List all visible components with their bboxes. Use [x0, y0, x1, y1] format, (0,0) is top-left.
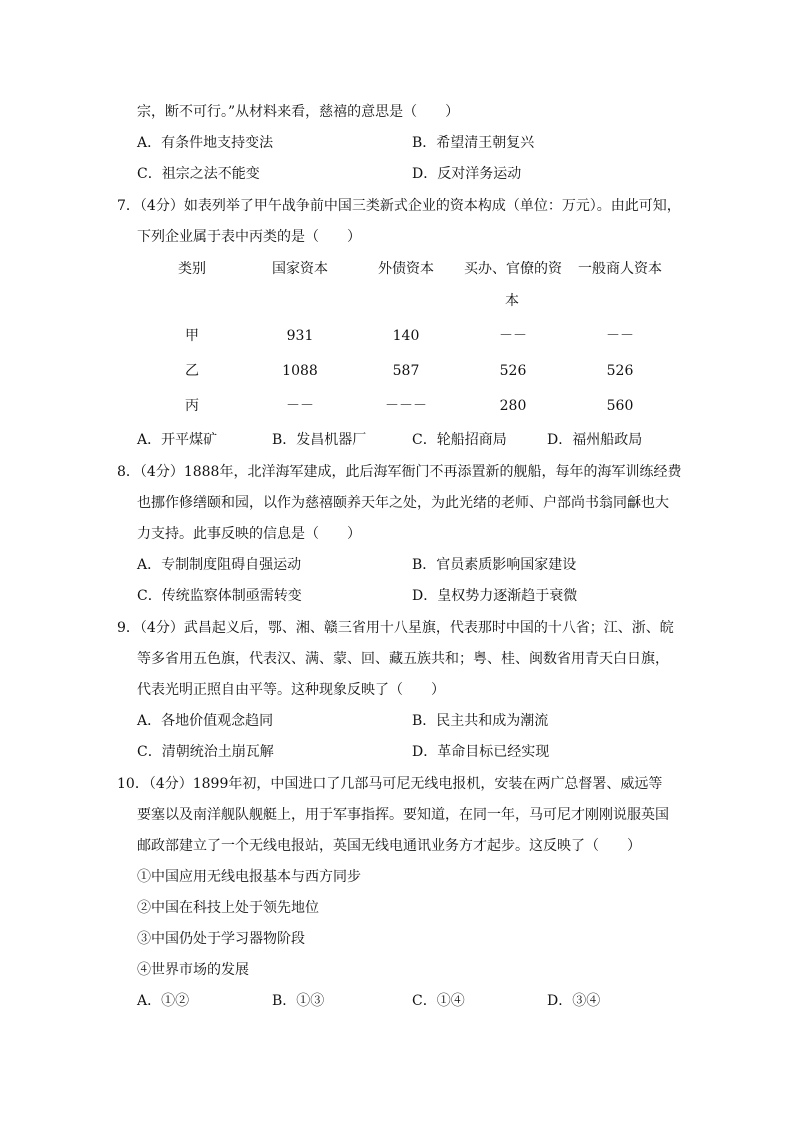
q10-stem-line3: 邮政部建立了一个无线电报站，英国无线电通讯业务方才起步。这反映了（ ）: [137, 838, 641, 854]
q10-stem-line1: 10．（4分）1899年初，中国进口了几部马可尼无线电报机，安装在两广总督署、威远等: [117, 776, 663, 792]
q8-option-d: D．皇权势力逐渐趋于衰微: [412, 588, 578, 604]
table-cell: 931: [286, 328, 314, 344]
table-cell: －－－: [385, 398, 427, 414]
q9-option-b: B．民主共和成为潮流: [412, 713, 549, 729]
table-cell: 1088: [282, 363, 318, 379]
q9-stem-line3: 代表光明正照自由平等。这种现象反映了（ ）: [137, 682, 445, 698]
q8-option-c: C．传统监察体制亟需转变: [137, 588, 302, 604]
table-header-comprador-capital: 买办、官僚的资: [464, 261, 562, 277]
table-cell: －－: [606, 328, 634, 344]
q7-stem-line1: 7．（4分）如表列举了甲午战争前中国三类新式企业的资本构成（单位：万元）。由此可知，: [117, 198, 681, 214]
q7-stem-line2: 下列企业属于表中丙类的是（ ）: [137, 229, 361, 245]
table-cell: －－: [286, 398, 314, 414]
table-header-wrap: 本: [505, 293, 519, 309]
q8-stem-line1: 8．（4分）1888年，北洋海军建成，此后海军衙门不再添置新的舰船，每年的海军训练经费: [117, 464, 682, 480]
q10-option-a: A．①②: [137, 993, 190, 1009]
table-cell: 丙: [185, 398, 199, 414]
q6-option-d: D．反对洋务运动: [412, 166, 522, 182]
q7-option-b: B．发昌机器厂: [272, 432, 367, 448]
q7-option-a: A．开平煤矿: [137, 432, 218, 448]
table-cell: 140: [392, 328, 420, 344]
q8-option-b: B．官员素质影响国家建设: [412, 557, 577, 573]
table-header-category: 类别: [178, 261, 206, 277]
table-header-merchant-capital: 一般商人资本: [578, 261, 662, 277]
q6-option-a: A．有条件地支持变法: [137, 135, 274, 151]
q6-option-b: B．希望清王朝复兴: [412, 135, 535, 151]
q10-item-1: ①中国应用无线电报基本与西方同步: [137, 869, 361, 885]
q9-option-a: A．各地价值观念趋同: [137, 713, 274, 729]
q9-option-c: C．清朝统治土崩瓦解: [137, 744, 274, 760]
q6-option-c: C．祖宗之法不能变: [137, 166, 260, 182]
q8-option-a: A．专制制度阻碍自强运动: [137, 557, 302, 573]
q9-option-d: D．革命目标已经实现: [412, 744, 550, 760]
q7-option-d: D．福州船政局: [547, 432, 643, 448]
q10-item-4: ④世界市场的发展: [137, 962, 249, 978]
table-cell: 526: [499, 363, 527, 379]
table-header-state-capital: 国家资本: [272, 261, 328, 277]
q10-option-b: B．①③: [272, 993, 325, 1009]
q6-stem-tail: 宗，断不可行。”从材料来看，慈禧的意思是（ ）: [137, 104, 460, 120]
table-cell: －－: [499, 328, 527, 344]
q9-stem-line2: 等多省用五色旗，代表汉、满、蒙、回、藏五族共和；粤、桂、闽数省用青天白日旗，: [137, 651, 669, 667]
table-header-foreign-debt: 外债资本: [378, 261, 434, 277]
table-cell: 乙: [185, 363, 199, 379]
table-cell: 526: [606, 363, 634, 379]
table-cell: 587: [392, 363, 420, 379]
q10-item-2: ②中国在科技上处于领先地位: [137, 900, 319, 916]
table-cell: 280: [499, 398, 527, 414]
q7-option-c: C．轮船招商局: [412, 432, 507, 448]
table-cell: 甲: [185, 328, 199, 344]
q10-stem-line2: 要塞以及南洋舰队舰艇上，用于军事指挥。要知道，在同一年，马可尼才刚刚说服英国: [137, 807, 669, 823]
table-cell: 560: [606, 398, 634, 414]
q10-item-3: ③中国仍处于学习器物阶段: [137, 931, 305, 947]
q10-option-c: C．①④: [412, 993, 465, 1009]
q8-stem-line2: 也挪作修缮颐和园，以作为慈禧颐养天年之处，为此光绪的老师、户部尚书翁同龢也大: [137, 495, 669, 511]
q8-stem-line3: 力支持。此事反映的信息是（ ）: [137, 526, 361, 542]
q10-option-d: D．③④: [547, 993, 601, 1009]
q9-stem-line1: 9．（4分）武昌起义后，鄂、湘、赣三省用十八星旗，代表那时中国的十八省；江、浙、皖: [117, 620, 674, 636]
